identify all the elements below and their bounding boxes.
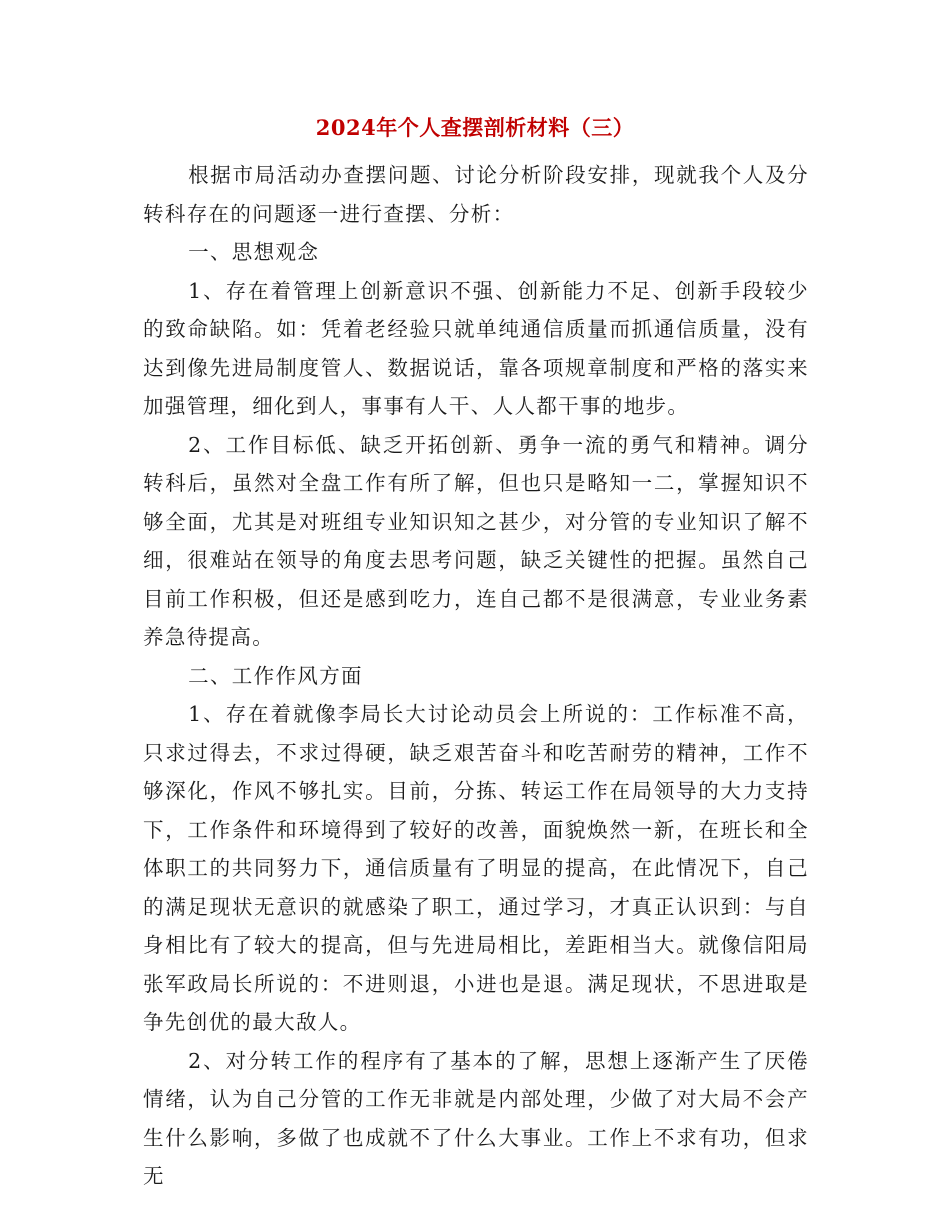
- document-body: [143, 156, 809, 1196]
- paragraph-thinking-1: 1、存在着管理上创新意识不强、创新能力不足、创新手段较少的致命缺陷。如：凭着老经验只就单纯通信质量而抓通信质量，没有达到像先进局制度管人、数据说话，靠各项规章制度和严格的落实来加强管理，细化到人，事事有人干、人人都干事的地步。: [143, 278, 809, 418]
- paragraph-work-style-1: 1、存在着就像李局长大讨论动员会上所说的：工作标准不高，只求过得去，不求过得硬，缺乏艰苦奋斗和吃苦耐劳的精神，工作不够深化，作风不够扎实。目前，分拣、转运工作在局领导的大力支持下，工作条件和环境得到了较好的改善，面貌焕然一新，在班长和全体职工的共同努力下，通信质量有了明显的提高，在此情况下，自己的满足现状无意识的就感染了职工，通过学习，才真正认识到：与自身相比有了较大的提高，但与先进局相比，差距相当大。就像信阳局张军政局长所说的：不进则退，小进也是退。满足现状，不思进取是争先创优的最大敌人。: [143, 702, 809, 1034]
- section-heading-thinking: 一、思想观念: [188, 240, 320, 264]
- paragraph-thinking-2: 2、工作目标低、缺乏开拓创新、勇争一流的勇气和精神。调分转科后，虽然对全盘工作有所了解，但也只是略知一二，掌握知识不够全面，尤其是对班组专业知识知之甚少，对分管的专业知识了解不细，很难站在领导的角度去思考问题，缺乏关键性的把握。虽然自己目前工作积极，但还是感到吃力，连自己都不是很满意，专业业务素养急待提高。: [143, 432, 809, 649]
- paragraph-intro: 根据市局活动办查摆问题、讨论分析阶段安排，现就我个人及分转科存在的问题逐一进行查摆、分析：: [143, 163, 809, 226]
- section-heading-work-style: 二、工作作风方面: [188, 663, 363, 688]
- paragraph-work-style-2: 2、对分转工作的程序有了基本的了解，思想上逐渐产生了厌倦情绪，认为自己分管的工作无非就是内部处理，少做了对大局不会产生什么影响，多做了也成就不了什么大事业。工作上不求有功，但求无: [143, 1048, 809, 1188]
- document-title: 2024年个人查摆剖析材料（三）: [315, 115, 635, 140]
